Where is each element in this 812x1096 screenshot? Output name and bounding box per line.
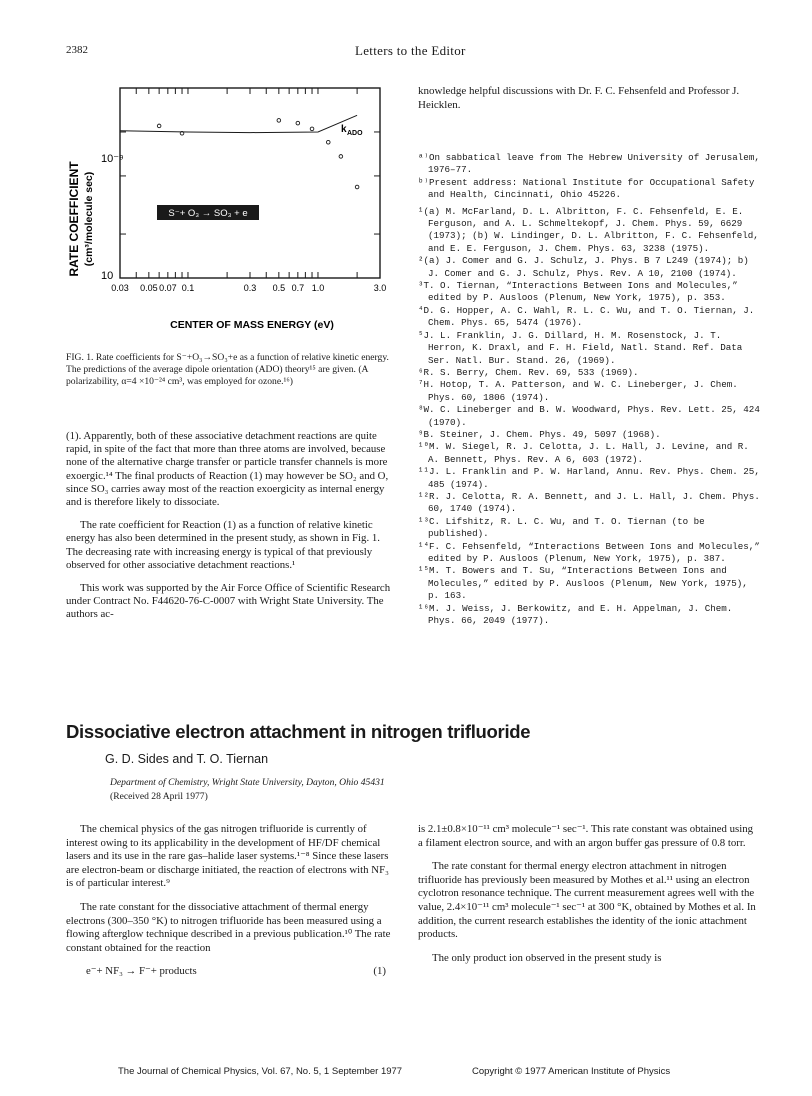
ado-label-sub: ADO: [347, 130, 363, 137]
received-date: (Received 28 April 1977): [110, 791, 208, 802]
left-column-text: [66, 430, 396, 632]
reference-item: ¹⁵M. T. Bowers and T. Su, “Interactions Between Ions and Molecules,” edited by P. Ausloos (Plenum, New York, 1975), p. 163.: [418, 565, 748, 602]
reference-item: ¹²R. J. Celotta, R. A. Bennett, and J. L. Hall, J. Chem. Phys. 60, 1740 (1974).: [418, 490, 760, 515]
y-axis-label-line2: (cm³/molecule sec): [83, 171, 95, 267]
left-paragraph-2: The rate coefficient for Reaction (1) as a function of relative kinetic energy has also been determined in the present study, as shown in Fig. 1. The decreasing rate with increasing energy is typical of that previously observed for other associative detachment reactions.¹: [66, 519, 380, 571]
x-tick-label: 0.03: [111, 283, 129, 293]
article-title: Dissociative electron attachment in nitrogen trifluoride: [66, 721, 531, 742]
reference-item: ᵃ⁾On sabbatical leave from The Hebrew University of Jerusalem, 1976–77.: [418, 152, 760, 176]
footer-journal: The Journal of Chemical Physics, Vol. 67, No. 5, 1 September 1977: [118, 1066, 403, 1077]
x-tick-label: 0.07: [159, 283, 177, 293]
reference-item: ⁸W. C. Lineberger and B. W. Woodward, Phys. Rev. Lett. 25, 424 (1970).: [418, 404, 760, 428]
article-right-paragraph-1: is 2.1±0.8×10⁻¹¹ cm³ molecule⁻¹ sec⁻¹. This rate constant was obtained using a filament electron source, and with an argon buffer gas pressure of 0.8 torr.: [418, 823, 754, 849]
reference-item: ¹(a) M. McFarland, D. L. Albritton, F. C. Fehsenfeld, E. E. Ferguson, and A. L. Schmeltekopf, J. Chem. Phys. 59, 6629 (1973); (b) W. Lindinger, D. L. Albritton, F. C. Fehsenfeld, and E. E. Ferguson, J. Chem. Phys. 63, 3238 (1975).: [418, 205, 759, 254]
footer-copyright: Copyright © 1977 American Institute of Physics: [472, 1066, 671, 1077]
reference-item: ⁵J. L. Franklin, J. G. Dillard, H. M. Rosenstock, J. T. Herron, K. Draxl, and F. H. Field, Natl. Stand. Ref. Data Ser. Natl. Bur. Stand. 26, (1969).: [418, 329, 743, 366]
y-tick-1e-10: 10: [101, 270, 114, 282]
reference-item: ³T. O. Tiernan, “Interactions Between Ions and Molecules,” edited by P. Ausloos (Plenum, New York, 1975), p. 353.: [418, 280, 738, 304]
reaction-label: S⁻+ O₃ → SO₃ + e: [168, 208, 248, 219]
reference-item: ⁹B. Steiner, J. Chem. Phys. 49, 5097 (1968).: [418, 428, 661, 440]
acknowledgment-text: knowledge helpful discussions with Dr. F. C. Fehsenfeld and Professor J. Heicklen.: [418, 85, 740, 112]
x-tick-label: 1.0: [311, 283, 325, 293]
rate-coefficient-figure: [62, 74, 392, 334]
data-point: [326, 140, 330, 144]
data-point: [157, 124, 161, 128]
reference-item: ¹⁶M. J. Weiss, J. Berkowitz, and E. H. Appelman, J. Chem. Phys. 66, 2049 (1977).: [418, 602, 733, 627]
author-affiliation: Department of Chemistry, Wright State University, Dayton, Ohio 45431: [110, 777, 385, 788]
y-tick-1e-9: 10⁻⁹: [101, 153, 124, 165]
reference-item: ²(a) J. Comer and G. J. Schulz, J. Phys. B 7 L249 (1974); b) J. Comer and G. J. Schulz, Phys. Rev. A 10, 2100 (1974).: [418, 255, 749, 279]
data-point: [296, 121, 300, 125]
ado-label: k: [341, 124, 347, 135]
article-authors: G. D. Sides and T. O. Tiernan: [105, 752, 269, 766]
data-point: [310, 127, 314, 131]
equation-1: [66, 965, 396, 979]
reference-item: ¹¹J. L. Franklin and P. W. Harland, Annu. Rev. Phys. Chem. 25, 485 (1974).: [418, 466, 760, 490]
x-tick-label: 0.5: [272, 283, 286, 293]
page-number: 2382: [66, 44, 88, 56]
reference-item: ⁶R. S. Berry, Chem. Rev. 69, 533 (1969).: [418, 366, 639, 378]
article-left-paragraph-1: The chemical physics of the gas nitrogen trifluoride is currently of interest owing to its applicability in the development of HF/DF chemical lasers and its use in the rare gas–halide laser systems.¹⁻⁸ Since these lasers are electron-beam or discharge initiated, the reaction of electrons with NF₃ is of particular interest.⁹: [66, 823, 389, 890]
reference-item: ᵇ⁾Present address: National Institute for Occupational Safety and Health, Cincinnati, Ohio 45226.: [418, 176, 755, 201]
plot-frame: [120, 88, 380, 278]
x-tick-label: 0.05: [140, 283, 158, 293]
x-tick-label: 0.3: [243, 283, 257, 293]
reference-item: ⁴D. G. Hopper, A. C. Wahl, R. L. C. Wu, and T. O. Tiernan, J. Chem. Phys. 65, 5474 (1976).: [418, 304, 755, 329]
x-tick-label: 0.7: [291, 283, 305, 293]
left-paragraph-1: (1). Apparently, both of these associative detachment reactions are quite rapid, in spite of the fact that more than three atoms are involved, because none of the alternative charge transfer or particle transfer channels is more exoergic.¹⁴ The final products of Reaction (1) may however be SO₂ and O, since SO₃ carries away most of the reaction exoergicity as internal energy and is therefore likely to dissociate.: [66, 430, 389, 509]
article-left-paragraph-2: The rate constant for the dissociative attachment of thermal energy electrons (300–350 °K) to nitrogen trifluoride has been measured using a flowing afterglow technique described in a previous publication.¹⁰ The rate constant obtained for the reaction: [66, 900, 391, 954]
data-point: [277, 119, 281, 123]
left-paragraph-3: This work was supported by the Air Force Office of Scientific Research under Contract No. F44620-76-C-0007 with Wright State University. The authors ac-: [66, 582, 391, 621]
ado-theory-line: [120, 115, 357, 132]
data-point: [339, 155, 343, 159]
x-tick-label: 3.0: [373, 283, 387, 293]
equation-number: (1): [373, 965, 386, 978]
reference-item: ¹⁴F. C. Fehsenfeld, “Interactions Between Ions and Molecules,” edited by P. Ausloos (Plenum, New York, 1975), p. 387.: [418, 540, 760, 564]
reference-item: ¹³C. Lifshitz, R. L. C. Wu, and T. O. Tiernan (to be published).: [418, 515, 705, 540]
reference-item: ⁷H. Hotop, T. A. Patterson, and W. C. Lineberger, J. Chem. Phys. 60, 1806 (1974).: [418, 379, 738, 403]
article-right-paragraph-2: The rate constant for thermal energy electron attachment in nitrogen trifluoride has previously been measured by Mothes et al.¹¹ using an electron cyclotron resonance technique. The current measurement agrees well with the value, 2.4×10⁻¹¹ cm³ molecule⁻¹ sec⁻¹ at 300 °K, obtained by Mothes et al. In addition, the current research establishes the identity of the ionic attachment products.: [418, 860, 756, 941]
x-tick-label: 0.1: [181, 283, 195, 293]
equation-text: e⁻+ NF₃ → F⁻+ products: [86, 965, 197, 978]
reference-item: ¹⁰M. W. Siegel, R. J. Celotta, J. L. Hall, J. Levine, and R. A. Bennett, Phys. Rev. A 6, 603 (1972).: [418, 441, 749, 465]
reference-list: [418, 152, 763, 627]
x-axis-label: CENTER OF MASS ENERGY (eV): [170, 319, 334, 331]
article-right-paragraph-3: The only product ion observed in the present study is: [432, 951, 662, 964]
article-left-column: [66, 823, 396, 979]
running-head: Letters to the Editor: [355, 43, 466, 58]
figure-caption: FIG. 1. Rate coefficients for S⁻+O₃→SO₃+e as a function of relative kinetic energy. The predictions of the average dipole orientation (ADO) theory¹⁵ are given. (A polarizability, α=4 ×10⁻²⁴ cm³, was employed for ozone.¹⁶): [66, 352, 389, 388]
y-axis-label-line1: RATE COEFFICIENT: [67, 161, 81, 277]
article-right-column: [418, 823, 758, 975]
data-point: [355, 185, 359, 189]
